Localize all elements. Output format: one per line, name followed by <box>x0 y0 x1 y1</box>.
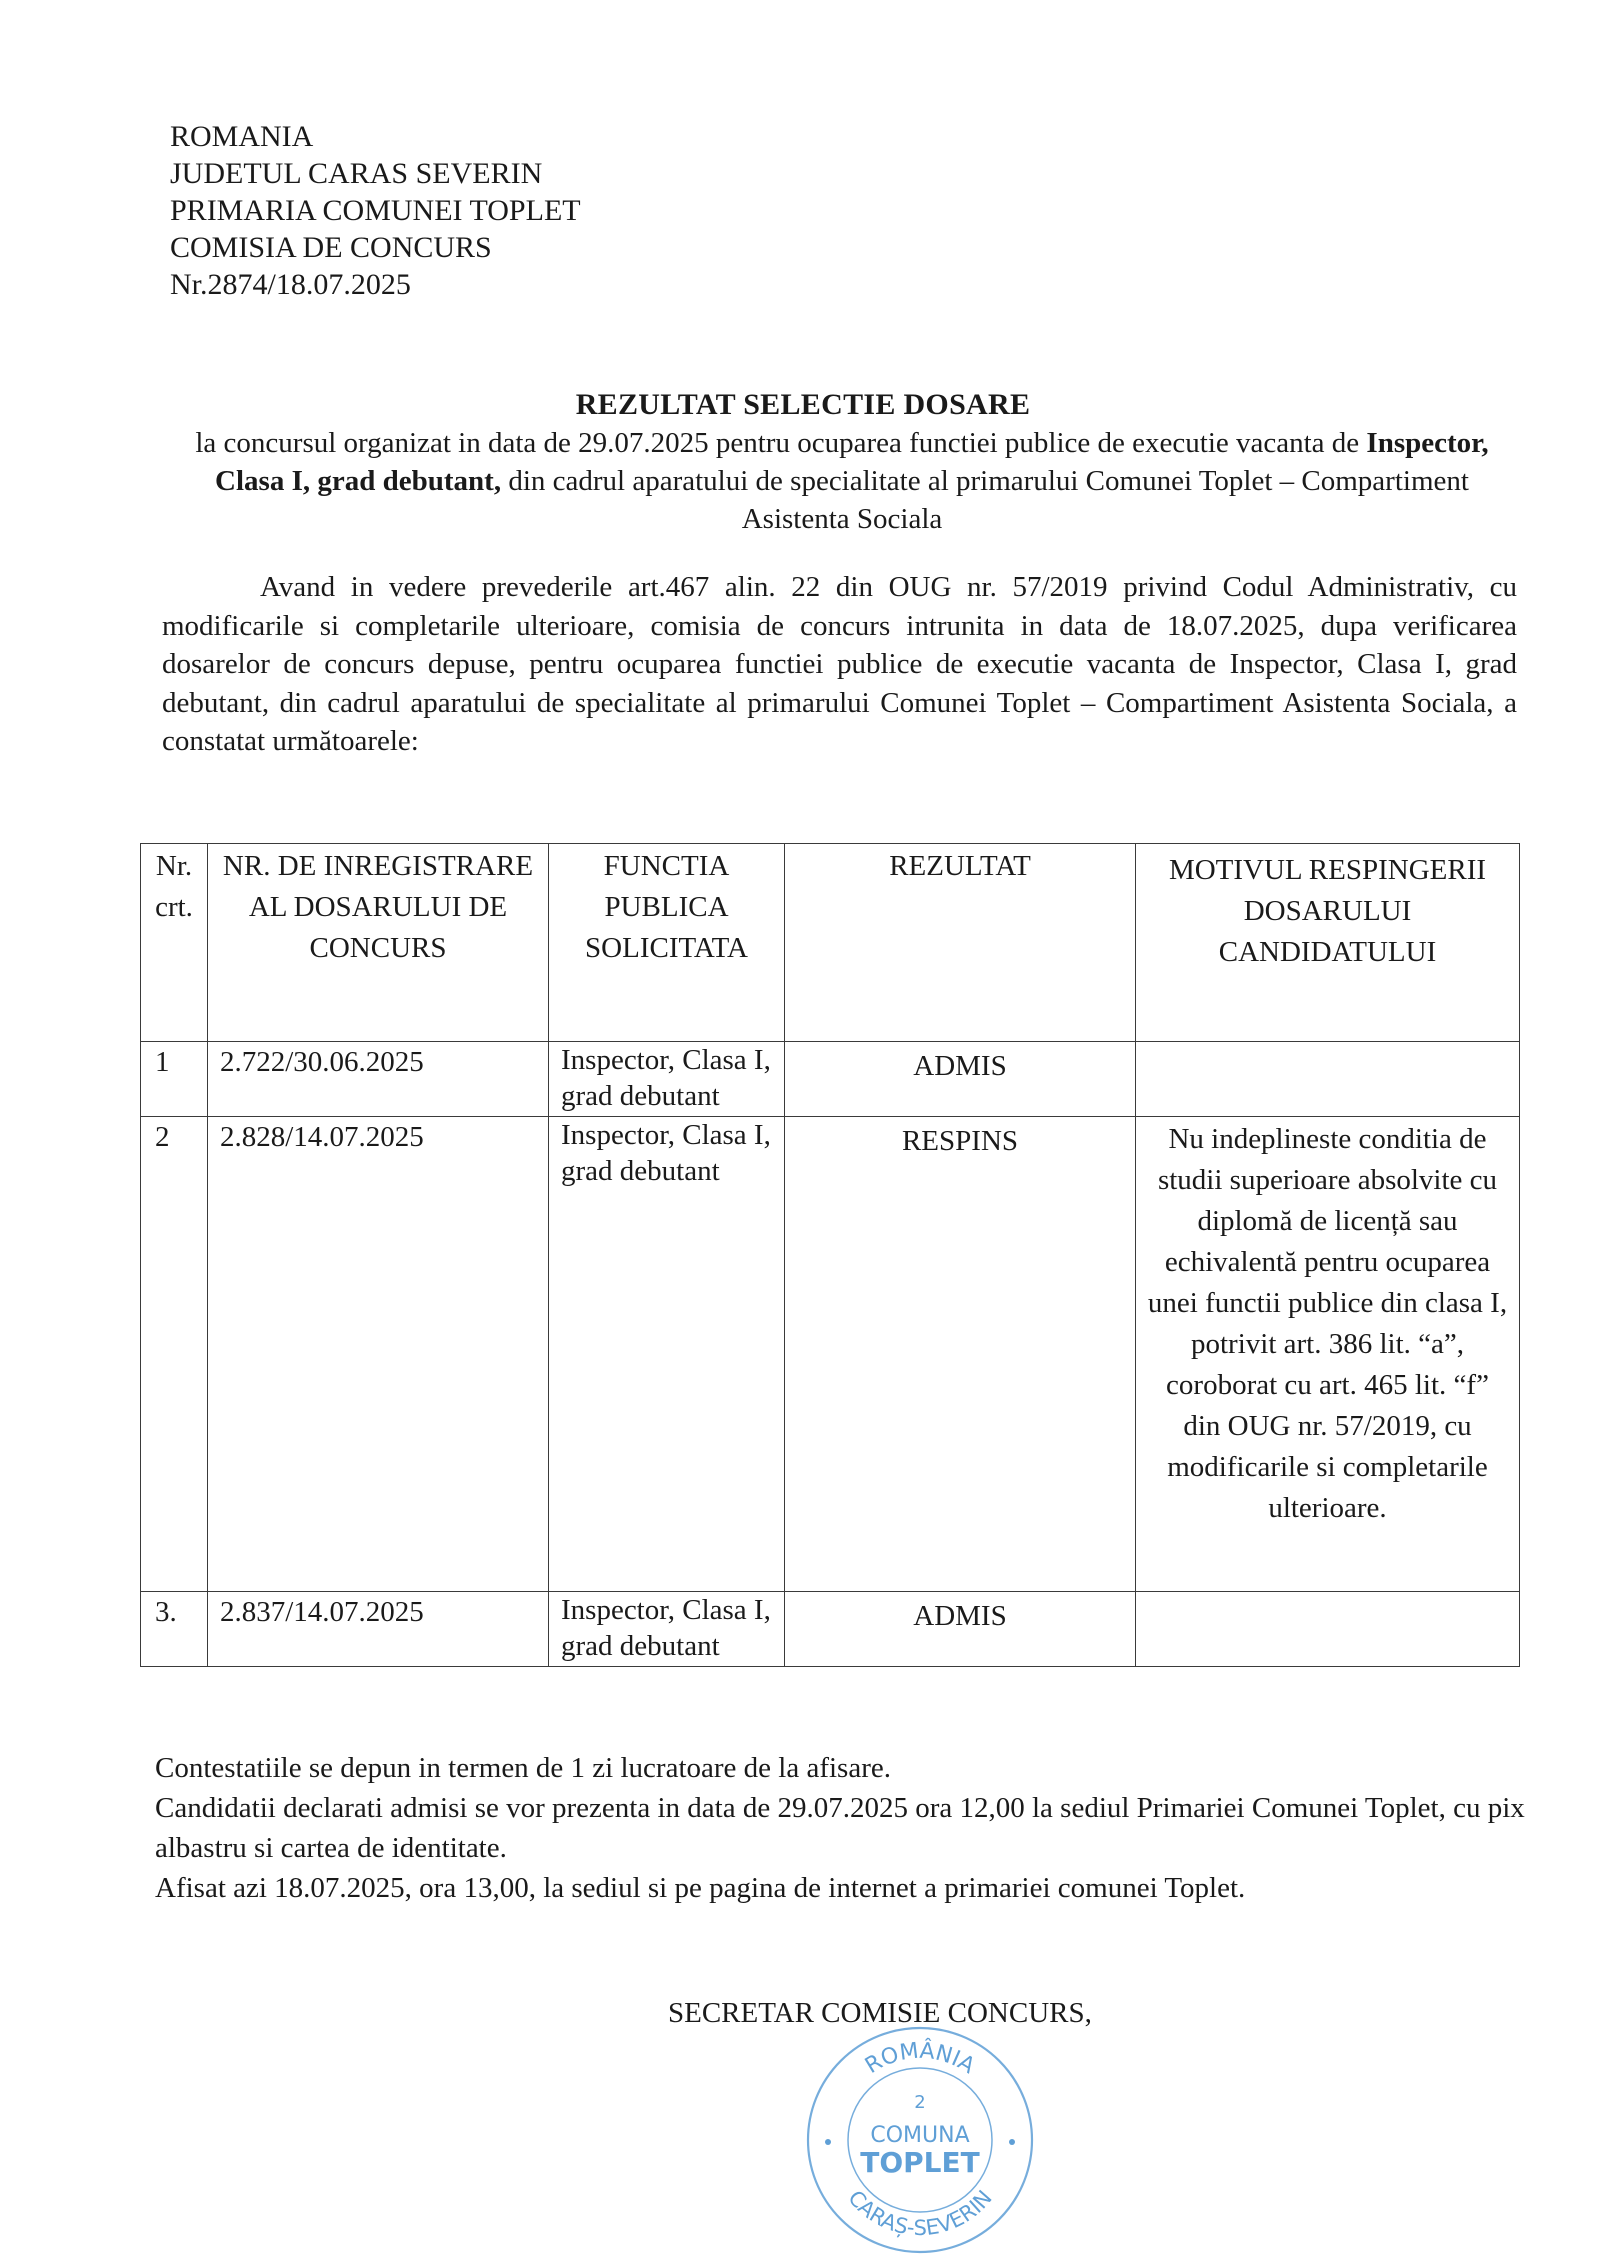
intro-part2: din cadrul aparatului de specialitate al primarului Comunei Toplet – Compartiment Asistenta Sociala <box>508 465 1469 535</box>
cell-nr: 3. <box>141 1592 208 1667</box>
footer-line-candidates: Candidatii declarati admisi se vor prezenta in data de 29.07.2025 ora 12,00 la sediul Primariei Comunei Toplet, cu pix albastru si cartea de identitate. <box>155 1792 1525 1864</box>
header-county: JUDETUL CARAS SEVERIN <box>170 157 543 190</box>
header-result: REZULTAT <box>785 844 1136 1042</box>
stamp-number: 2 <box>914 2092 926 2113</box>
table-row <box>141 1117 1520 1592</box>
stamp-dot-right <box>1009 2139 1015 2145</box>
header-commission: COMISIA DE CONCURS <box>170 231 492 264</box>
header-registration-number: Nr.2874/18.07.2025 <box>170 268 411 301</box>
footer-line-contestations: Contestatiile se depun in termen de 1 zi lucratoare de la afisare. <box>155 1752 891 1784</box>
cell-registration: 2.828/14.07.2025 <box>208 1117 549 1592</box>
body-paragraph: Avand in vedere prevederile art.467 alin. 22 din OUG nr. 57/2019 privind Codul Administrativ, cu modificarile si completarile ulterioare, comisia de concurs intrunita in data de 18.07.2025, dupa verificarea dosarelor de concurs depuse, pentru ocuparea functiei publice de executie vacanta de Inspector, Clasa I, grad debutant, din cadrul aparatului de specialitate al primarului Comunei Toplet – Compartiment Asistenta Sociala, a constatat următoarele: <box>162 571 1517 757</box>
document-header <box>170 118 581 303</box>
cell-nr: 2 <box>141 1117 208 1592</box>
cell-reason <box>1136 1042 1520 1117</box>
intro-position: Inspector, Clasa I, grad debutant, <box>215 427 1489 497</box>
table-header-row <box>141 844 1520 1042</box>
cell-registration: 2.837/14.07.2025 <box>208 1592 549 1667</box>
cell-registration: 2.722/30.06.2025 <box>208 1042 549 1117</box>
header-registration: NR. DE INREGISTRARE AL DOSARULUI DE CONCURS <box>208 844 549 1042</box>
cell-function: Inspector, Clasa I, grad debutant <box>549 1117 785 1592</box>
stamp-bottom-text: CARAȘ-SEVERIN <box>843 2185 997 2241</box>
document-title: REZULTAT SELECTIE DOSARE <box>575 388 1031 421</box>
cell-result: RESPINS <box>785 1117 1136 1592</box>
cell-nr: 1 <box>141 1042 208 1117</box>
signature-label: SECRETAR COMISIE CONCURS, <box>668 1997 1092 2029</box>
header-institution: PRIMARIA COMUNEI TOPLET <box>170 194 581 227</box>
header-country: ROMANIA <box>170 120 314 153</box>
cell-reason <box>1136 1592 1520 1667</box>
stamp-line2: TOPLET <box>860 2146 980 2179</box>
footer-line-posted: Afisat azi 18.07.2025, ora 13,00, la sediul si pe pagina de internet a primariei comunei Toplet. <box>155 1872 1246 1904</box>
intro-text <box>162 424 1522 538</box>
intro-part1: la concursul organizat in data de 29.07.2025 pentru ocuparea functiei publice de executie vacanta de <box>195 427 1360 459</box>
header-nr: Nr. crt. <box>141 844 208 1042</box>
header-reason: MOTIVUL RESPINGERII DOSARULUI CANDIDATULUI <box>1136 844 1520 1042</box>
stamp-line1: COMUNA <box>870 2123 970 2148</box>
cell-result: ADMIS <box>785 1042 1136 1117</box>
table-row <box>141 1592 1520 1667</box>
cell-function: Inspector, Clasa I, grad debutant <box>549 1592 785 1667</box>
results-table <box>140 843 1520 1667</box>
table-row <box>141 1042 1520 1117</box>
cell-function: Inspector, Clasa I, grad debutant <box>549 1042 785 1117</box>
footer-notes <box>155 1748 1535 1908</box>
cell-result: ADMIS <box>785 1592 1136 1667</box>
stamp-top-text: ROMÂNIA <box>861 2038 979 2080</box>
stamp-dot-left <box>825 2139 831 2145</box>
header-function: FUNCTIA PUBLICA SOLICITATA <box>549 844 785 1042</box>
cell-reason: Nu indeplineste conditia de studii superioare absolvite cu diplomă de licență sau echivalentă pentru ocuparea unei functii publice din clasa I, potrivit art. 386 lit. “a”, coroborat cu art. 465 lit. “f” din OUG nr. 57/2019, cu modificarile si completarile ulterioare. <box>1136 1117 1520 1592</box>
official-stamp <box>800 2020 1040 2260</box>
